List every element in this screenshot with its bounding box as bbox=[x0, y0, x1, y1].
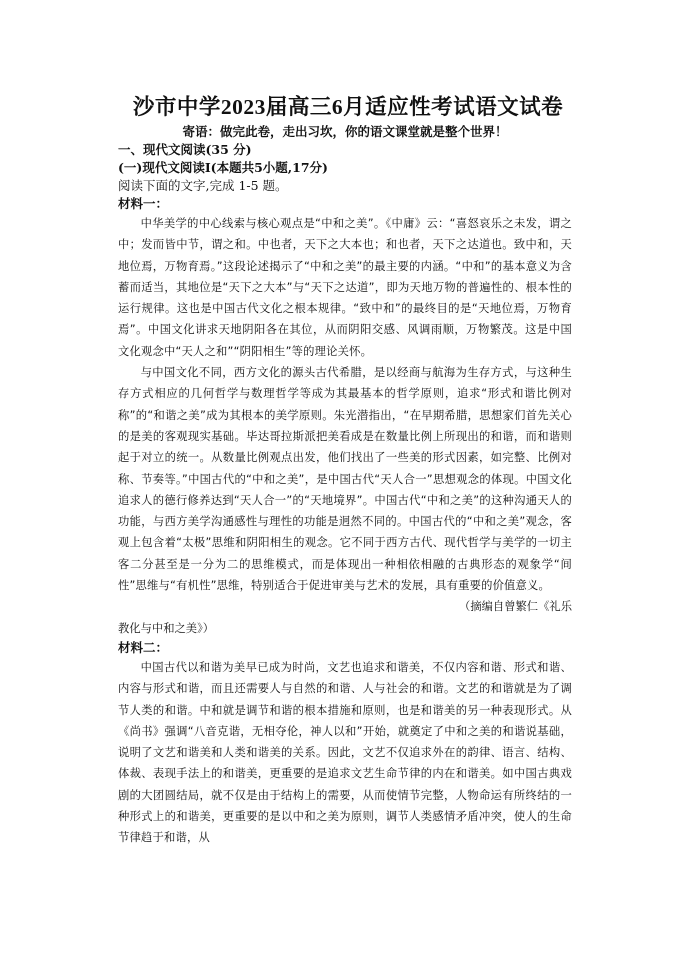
material-one-paragraph: 中华美学的中心线索与核心观点是“中和之美”。《中庸》云：“喜怒哀乐之未发，谓之中；发而皆中节，谓之和。中也者，天下之大本也；和也者，天下之达道也。致中和，天地位焉，万物育焉。”这段论述揭示了“中和之美”的最主要的内涵。“中和”的基本意义为含蓄而适当，其地位是“天下之大本”与“天下之达道”，即为天地万物的普遍性的、根本性的运行规律。这也是中国古代文化之根本规律。“致中和”的最终目的是“天地位焉，万物育焉”。中国文化讲求天地阴阳各在其位，从而阴阳交感、风调雨顺，万物繁茂。这是中国文化观念中“天人之和”“阴阳相生”等的理论关怀。 bbox=[118, 217, 572, 358]
source-line-right: （摘编自曾繁仁《礼乐 bbox=[459, 600, 572, 614]
exam-title: 沙市中学2023届高三6月适应性考试语文试卷 bbox=[132, 95, 564, 119]
material-one-source bbox=[118, 596, 572, 639]
material-one-label: 材料一： bbox=[118, 196, 169, 211]
material-one-paragraph: 与中国文化不同，西方文化的源头古代希腊，是以经商与航海为生存方式，与这种生存方式相应的几何哲学与数理哲学等成为其最基本的哲学原则，追求“形式和谐比例对称”的“和谐之美”成为其根本的美学原则。朱光潜指出，“在早期希腊，思想家们首先关心的是美的客观现实基础。毕达哥拉斯派把美看成是在数量比例上所现出的和谐，而和谐则起于对立的统一。从数量比例观点出发，他们找出了一些美的形式因素，如完整、比例对称、节奏等。”中国古代的“中和之美”，是中国古代“天人合一”思想观念的体现。中国文化追求人的德行修养达到“天人合一”的“天地境界”。中国古代“中和之美”的这种沟通天人的功能，与西方美学沟通感性与理性的功能是迥然不同的。中国古代的“中和之美”观念，客观上包含着“太极”思维和阴阳相生的观念。它不同于西方古代、现代哲学与美学的一切主客二分甚至是一分为二的思维模式，而是体现出一种相依相融的古典形态的观象学“间性”思维与“有机性”思维，特别适合于促进审美与艺术的发展，具有重要的价值意义。 bbox=[118, 366, 572, 593]
material-two-label: 材料二： bbox=[118, 639, 169, 655]
source-line-left: 教化与中和之美》） bbox=[118, 621, 215, 635]
section-heading: 一、现代文阅读(35 分) bbox=[118, 142, 252, 157]
motto-line: 寄语：做完此卷，走出习坎，你的语文课堂就是整个世界！ bbox=[182, 124, 508, 139]
reading-instruction: 阅读下面的文字,完成 1-5 题。 bbox=[118, 178, 288, 193]
subsection-heading: (一)现代文阅读I(本题共5小题,17分) bbox=[118, 160, 328, 175]
material-two-paragraph: 中国古代以和谐为美早已成为时尚，文艺也追求和谐美，不仅内容和谐、形式和谐、内容与形式和谐，而且还需要人与自然的和谐、人与社会的和谐。文艺的和谐就是为了调节人类的和谐。中和就是调节和谐的根本措施和原则，也是和谐美的另一种表现形式。从《尚书》强调“八音克谐，无相夺伦，神人以和”开始，就奠定了中和之美的和谐说基础，说明了文艺和谐美和人类和谐美的关系。因此，文艺不仅追求外在的韵律、语言、结构、体裁、表现手法上的和谐美，更重要的是追求文艺生命节律的内在和谐美。如中国古典戏剧的大团圆结局，就不仅是由于结构上的需要，从而使情节完整，人物命运有所终结的一种形式上的和谐美，更重要的是以中和之美为原则，调节人类感情矛盾冲突，使人的生命节律趋于和谐，从 bbox=[118, 660, 572, 845]
